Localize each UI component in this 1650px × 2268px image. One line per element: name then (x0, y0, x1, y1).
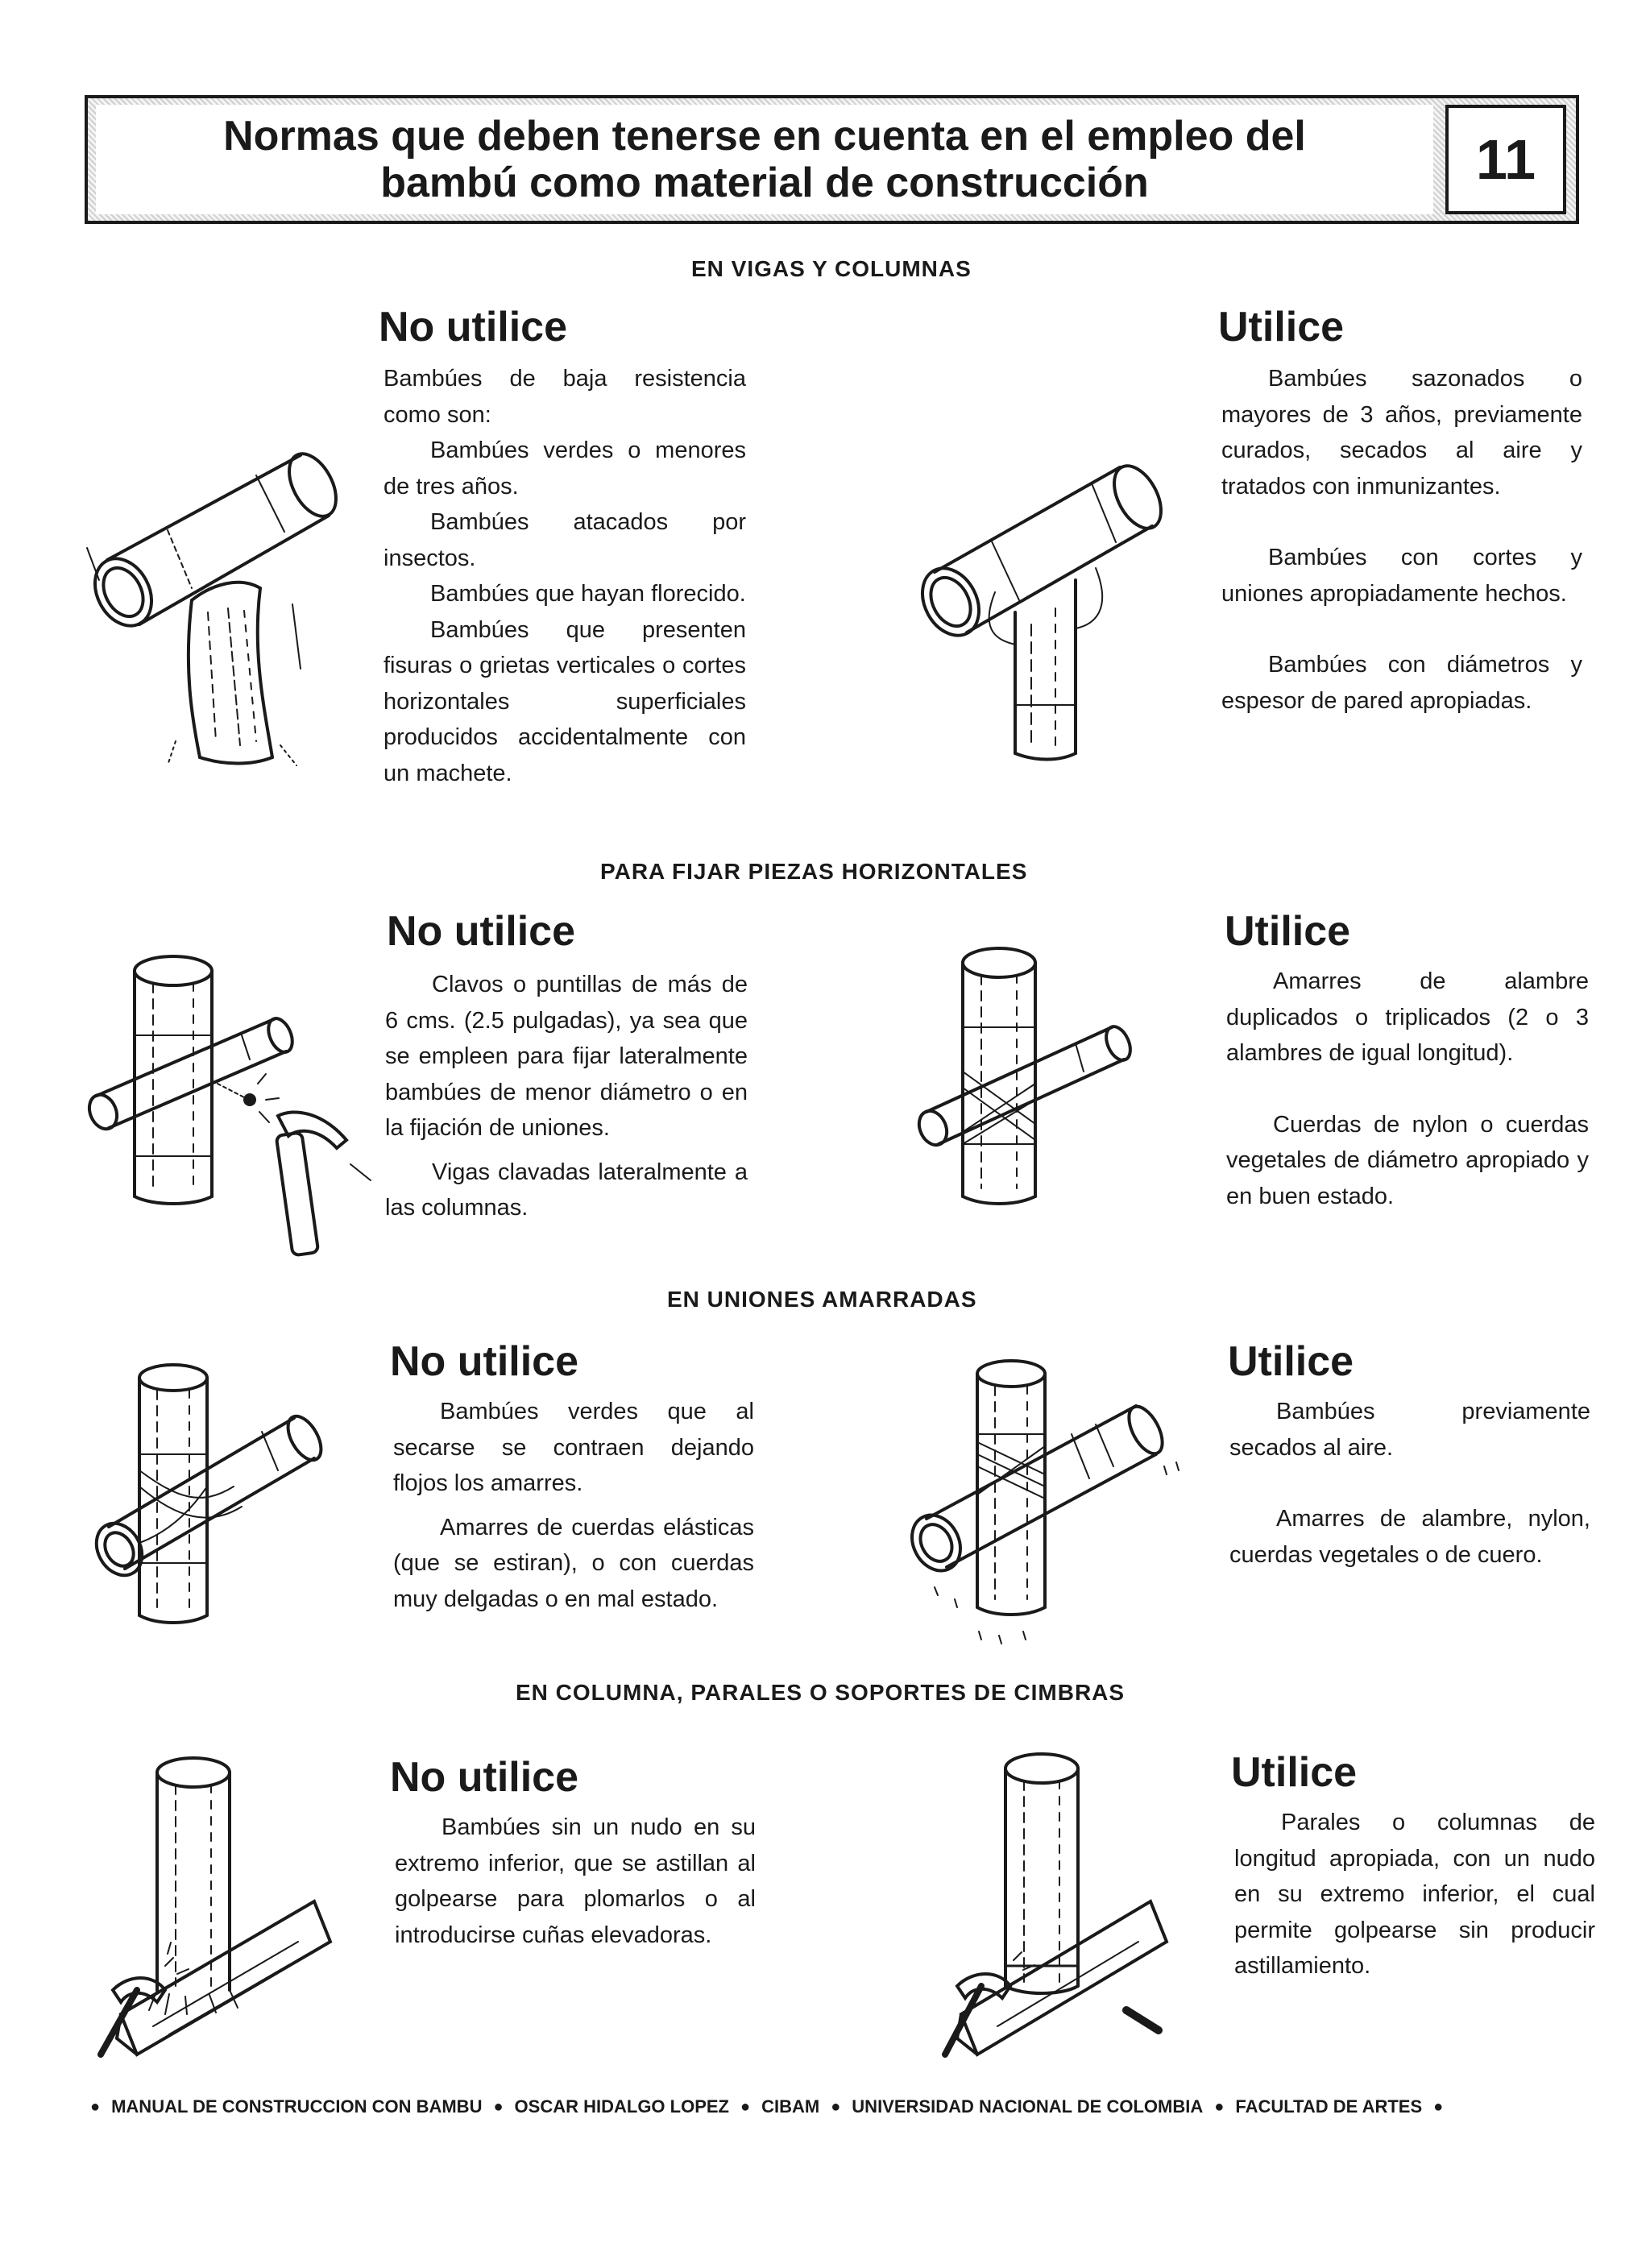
title-band (85, 95, 1579, 224)
node-column-hammer-illustration (925, 1744, 1183, 2067)
utilice-text (1229, 1394, 1590, 1573)
bullet-icon: ● (90, 2097, 101, 2116)
paragraph: Bambúes sazonados o mayores de 3 años, previamente curados, secados al aire y tratados con inmunizantes. (1221, 366, 1582, 500)
paragraph: Bambúes sin un nudo en su extremo inferior, que se astillan al golpearse para plomarlos o al introducirse cuñas elevadoras. (395, 1814, 756, 1948)
no-utilice-text (393, 1394, 754, 1617)
paragraph: Bambúes con diámetros y espesor de pared apropiadas. (1221, 652, 1582, 714)
utilice-text (1221, 361, 1582, 719)
paragraph: Cuerdas de nylon o cuerdas vegetales de diámetro apropiado y en buen estado. (1226, 1111, 1589, 1209)
paragraph: Amarres de alambre duplicados o triplicados (2 o 3 alambres de igual longitud). (1226, 968, 1589, 1066)
splitting-column-hammer-illustration (89, 1748, 346, 2063)
paragraph: Vigas clavadas lateralmente a las columnas. (385, 1159, 748, 1221)
no-utilice-heading: No utilice (387, 908, 576, 955)
paragraph: Bambúes atacados por insectos. (383, 509, 746, 571)
no-utilice-text (395, 1810, 756, 1953)
section-title-vigas-columnas: EN VIGAS Y COLUMNAS (691, 256, 972, 281)
wire-tied-joint-illustration (910, 939, 1168, 1213)
section-title-columna-parales: EN COLUMNA, PARALES O SOPORTES DE CIMBRAS (516, 1680, 1126, 1705)
utilice-heading: Utilice (1228, 1338, 1354, 1385)
paragraph: Bambúes previamente secados al aire. (1229, 1399, 1590, 1461)
no-utilice-text (383, 361, 746, 791)
paragraph: Parales o columnas de longitud apropiada, con un nudo en su extremo inferior, el cual permite golpearse sin producir astillamiento. (1234, 1810, 1595, 1979)
good-bamboo-joint-illustration (902, 431, 1176, 769)
utilice-heading: Utilice (1218, 304, 1345, 350)
utilice-text (1234, 1805, 1595, 1984)
footer-item: OSCAR HIDALGO LOPEZ (514, 2096, 729, 2117)
paragraph: Bambúes que hayan florecido. (430, 581, 746, 607)
no-utilice-heading: No utilice (379, 304, 568, 350)
paragraph: Bambúes de baja resistencia como son: (383, 366, 746, 428)
footer-item: UNIVERSIDAD NACIONAL DE COLOMBIA (852, 2096, 1204, 2117)
footer-item: MANUAL DE CONSTRUCCION CON BAMBU (111, 2096, 483, 2117)
page-title-line-2: bambú como material de construcción (380, 160, 1149, 206)
bullet-icon: ● (740, 2097, 751, 2116)
paragraph: Bambúes verdes que al secarse se contraen dejando flojos los amarres. (393, 1399, 754, 1496)
footer-item: CIBAM (761, 2096, 820, 2117)
section-title-fijar-piezas: PARA FIJAR PIEZAS HORIZONTALES (600, 859, 1028, 884)
no-utilice-heading: No utilice (390, 1754, 579, 1801)
utilice-text (1226, 964, 1589, 1214)
no-utilice-heading: No utilice (390, 1338, 579, 1385)
nailed-joint-hammer-illustration (81, 947, 387, 1269)
bullet-icon: ● (1433, 2097, 1444, 2116)
paragraph: Bambúes verdes o menores de tres años. (383, 437, 746, 500)
bullet-icon: ● (1214, 2097, 1225, 2116)
no-utilice-text (385, 967, 748, 1226)
footer (90, 2096, 1589, 2117)
bullet-icon: ● (831, 2097, 841, 2116)
paragraph: Amarres de cuerdas elásticas (que se estiran), o con cuerdas muy delgadas o en mal estado. (393, 1514, 754, 1612)
utilice-heading: Utilice (1231, 1749, 1358, 1796)
tight-lashing-illustration (910, 1354, 1217, 1652)
loose-lashing-illustration (89, 1358, 338, 1632)
paragraph: Bambúes que presenten fisuras o grietas verticales o cortes horizontales superficiales producidos accidentalmente con un machete. (383, 616, 746, 786)
page-title-line-1: Normas que deben tenerse en cuenta en el empleo del (223, 113, 1306, 160)
page-number: 11 (1476, 128, 1536, 191)
damaged-bamboo-joint-illustration (71, 427, 345, 782)
footer-item: FACULTAD DE ARTES (1235, 2096, 1423, 2117)
section-title-uniones-amarradas: EN UNIONES AMARRADAS (667, 1287, 977, 1312)
page-number-box (1445, 105, 1566, 214)
title-box (96, 105, 1433, 214)
paragraph: Bambúes con cortes y uniones apropiadamente hechos. (1221, 545, 1582, 607)
paragraph: Clavos o puntillas de más de 6 cms. (2.5 pulgadas), ya sea que se empleen para fijar lateralmente bambúes de menor diámetro o en la fijación de uniones. (385, 972, 748, 1141)
paragraph: Amarres de alambre, nylon, cuerdas vegetales o de cuero. (1229, 1506, 1590, 1568)
utilice-heading: Utilice (1225, 908, 1351, 955)
bullet-icon: ● (493, 2097, 504, 2116)
